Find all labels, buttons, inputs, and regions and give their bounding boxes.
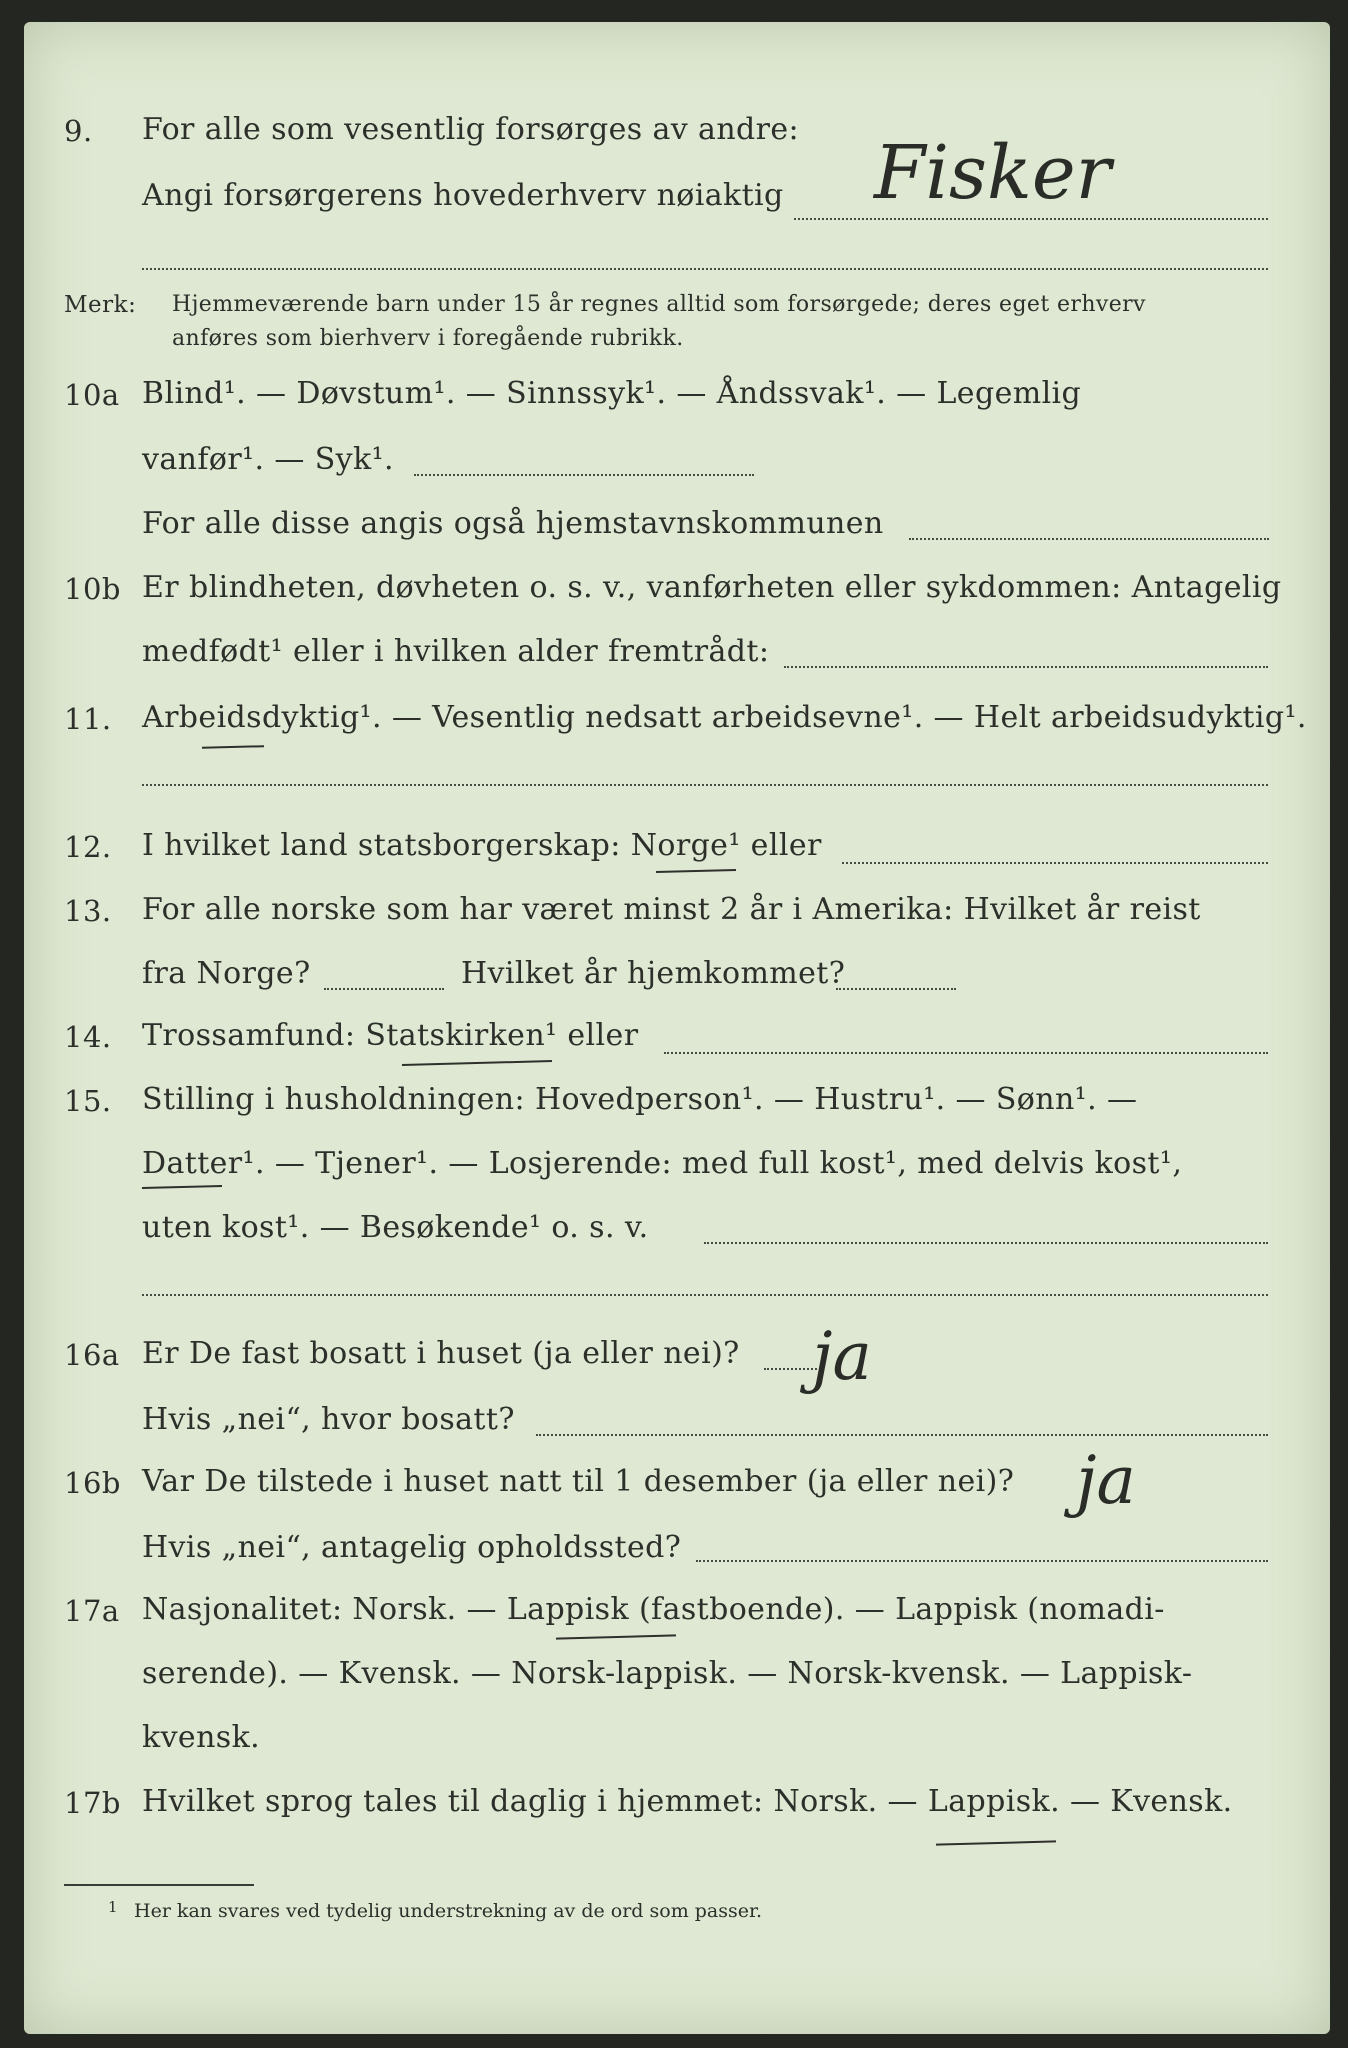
question-10a-line-1: Blind¹. — Døvstum¹. — Sinnssyk¹. — Åndssvak¹. — Legemlig [142,376,1082,411]
question-11-line-1: Arbeidsdyktig¹. — Vesentlig nedsatt arbeidsevne¹. — Helt arbeidsudyktig¹. [142,700,1307,735]
question-13-line-1: For alle norske som har været minst 2 år i Amerika: Hvilket år reist [142,892,1201,927]
answer-line-q12 [842,862,1268,864]
footnote-mark: 1 [108,1898,118,1916]
underline-lappisk-sprog [936,1840,1056,1845]
answer-line-q9 [794,218,1268,220]
question-10b-line-1: Er blindheten, døvheten o. s. v., vanførheten eller sykdommen: Antagelig [142,570,1282,605]
merk-line-2: anføres som bierhverv i foregående rubrikk. [172,326,684,351]
underline-statskirken [402,1060,552,1066]
handwritten-answer-q16a[interactable]: ja [812,1318,872,1395]
question-17b-number: 17b [64,1786,121,1820]
question-13-line-2b: Hvilket år hjemkommet? [461,956,846,991]
question-12-number: 12. [64,830,112,864]
question-17a-line-3: kvensk. [142,1720,261,1755]
question-15-line-3: uten kost¹. — Besøkende¹ o. s. v. [142,1210,649,1245]
footnote-rule [64,1884,254,1886]
underline-lappisk [556,1634,676,1639]
question-17a-number: 17a [64,1594,120,1628]
question-10a-line-2: vanfør¹. — Syk¹. [142,442,394,477]
question-14-line-1: Trossamfund: Statskirken¹ eller [142,1018,639,1053]
question-15-line-1: Stilling i husholdningen: Hovedperson¹. — Hustru¹. — Sønn¹. — [142,1082,1138,1117]
separator-line-q15 [142,1294,1268,1296]
answer-line-q14 [664,1052,1268,1054]
question-16b-line-1: Var De tilstede i huset natt til 1 desember (ja eller nei)? [142,1464,1015,1499]
question-16b-line-2: Hvis „nei“, antagelig opholdssted? [142,1530,682,1565]
question-9-line-1: For alle som vesentlig forsørges av andre: [142,112,800,147]
answer-line-q10a-hjemstavn [909,538,1269,540]
answer-line-q15 [704,1242,1268,1244]
answer-line-q13-hjemkommet [836,988,956,990]
answer-line-q10a-syk [414,474,754,476]
question-16a-line-2: Hvis „nei“, hvor bosatt? [142,1402,515,1437]
census-form-page [24,22,1330,2034]
question-17a-line-1: Nasjonalitet: Norsk. — Lappisk (fastboende). — Lappisk (nomadi- [142,1592,1165,1627]
underline-datter [142,1185,222,1189]
separator-line [142,268,1268,270]
handwritten-answer-q9[interactable]: Fisker [874,130,1111,216]
question-15-number: 15. [64,1084,112,1118]
question-17a-line-2: serende). — Kvensk. — Norsk-lappisk. — Norsk-kvensk. — Lappisk- [142,1656,1193,1691]
question-16a-line-1: Er De fast bosatt i huset (ja eller nei)? [142,1336,740,1371]
question-13-line-2a: fra Norge? [142,956,311,991]
handwritten-answer-q16b[interactable]: ja [1076,1442,1136,1519]
question-13-number: 13. [64,894,112,928]
question-10a-number: 10a [64,378,120,412]
question-10b-line-2: medfødt¹ eller i hvilken alder fremtrådt: [142,634,770,669]
question-16b-number: 16b [64,1466,121,1500]
question-15-line-2: Datter¹. — Tjener¹. — Losjerende: med full kost¹, med delvis kost¹, [142,1146,1183,1181]
question-14-number: 14. [64,1020,112,1054]
merk-label: Merk: [64,292,137,318]
answer-line-q16a-bosatt [536,1434,1268,1436]
answer-line-q11 [142,784,1268,786]
answer-line-q10b [784,666,1268,668]
footnote-text: Her kan svares ved tydelig understrekning av de ord som passer. [134,1900,763,1922]
question-10a-line-3: For alle disse angis også hjemstavnskommunen [142,506,884,541]
question-16a-number: 16a [64,1338,120,1372]
question-17b-line-1: Hvilket sprog tales til daglig i hjemmet: Norsk. — Lappisk. — Kvensk. [142,1784,1233,1819]
question-9-number: 9. [64,114,93,148]
question-9-line-2: Angi forsørgerens hovederhverv nøiaktig [142,178,784,213]
underline-arbeidsdyktig [202,745,264,749]
question-12-line-1: I hvilket land statsborgerskap: Norge¹ eller [142,828,822,863]
underline-norge [656,869,736,873]
question-11-number: 11. [64,702,112,736]
merk-line-1: Hjemmeværende barn under 15 år regnes alltid som forsørgede; deres eget erhverv [172,292,1146,317]
answer-line-q16b [696,1560,1268,1562]
answer-line-q13-reist [324,988,444,990]
question-10b-number: 10b [64,572,121,606]
